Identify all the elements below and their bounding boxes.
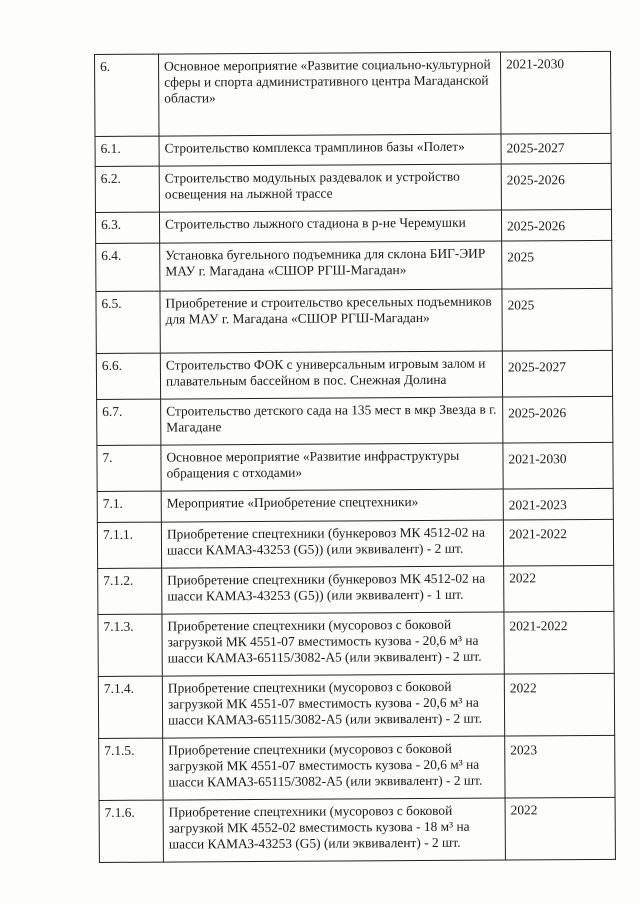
table-row xyxy=(95,51,611,136)
item-number: 6.6. xyxy=(96,353,160,399)
item-number: 6.4. xyxy=(96,243,160,291)
item-period: 2021-2022 xyxy=(503,519,613,566)
item-period: 2022 xyxy=(504,673,614,736)
item-name: Строительство модульных раздевалок и устройство освещения на лыжной трассе xyxy=(159,164,501,212)
item-period: 2025-2027 xyxy=(502,350,612,397)
item-period: 2025-2026 xyxy=(501,163,611,210)
item-period: 2025 xyxy=(502,288,612,351)
item-period: 2021-2022 xyxy=(504,611,614,674)
table-row xyxy=(98,565,614,614)
item-period: 2021-2030 xyxy=(503,442,613,489)
item-name: Строительство лыжного стадиона в р-не Черемушки xyxy=(159,210,501,243)
table-row xyxy=(97,488,613,522)
item-name: Строительство комплекса трамплинов базы «Полет» xyxy=(159,134,501,166)
item-number: 7.1. xyxy=(97,491,161,522)
item-name: Приобретение спецтехники (мусоровоз с боковой загрузкой МК 4551-07 вместимость кузова - 20,6 м³ на шасси КАМАЗ-65115/3082-А5 (или эквивалент) - 2 шт. xyxy=(162,674,504,738)
item-name: Установка бугельного подъемника для склона БИГ-ЭИР МАУ г. Магадана «СШОР РГШ-Магадан» xyxy=(160,241,502,291)
item-name: Приобретение спецтехники (мусоровоз с боковой загрузкой МК 4551-07 вместимость кузова - 20,6 м³ на шасси КАМАЗ-65115/3082-А5 (или эквивалент) - 2 шт. xyxy=(162,612,504,676)
item-number: 7.1.6. xyxy=(99,800,163,862)
item-number: 6.5. xyxy=(96,291,160,353)
item-period: 2025-2026 xyxy=(503,396,613,443)
item-name: Основное мероприятие «Развитие инфраструктуры обращения с отходами» xyxy=(161,443,503,491)
table-row xyxy=(99,735,615,800)
item-number: 6.1. xyxy=(95,136,159,166)
table-row xyxy=(98,673,614,738)
item-name: Строительство ФОК с универсальным игровым залом и плавательным бассейном в пос. Снежная Долина xyxy=(160,351,502,399)
item-name: Строительство детского сада на 135 мест в мкр Звезда в г. Магадане xyxy=(161,397,503,445)
table-row xyxy=(96,350,612,399)
item-number: 6. xyxy=(95,54,159,136)
item-name: Приобретение и строительство кресельных подъемников для МАУ г. Магадана «СШОР РГШ-Магадан» xyxy=(160,289,502,353)
table-row xyxy=(97,519,613,568)
item-number: 7.1.5. xyxy=(99,738,163,800)
activities-table-body xyxy=(95,51,616,862)
table-row xyxy=(96,288,612,353)
item-number: 6.3. xyxy=(95,212,159,243)
item-period: 2023 xyxy=(505,735,615,798)
item-number: 6.7. xyxy=(97,399,161,445)
table-row xyxy=(95,133,611,166)
table-row xyxy=(99,797,615,862)
item-name: Приобретение спецтехники (бункеровоз МК 4512-02 на шасси КАМАЗ-43253 (G5)) (или эквивалент) - 2 шт. xyxy=(161,520,503,568)
item-name: Приобретение спецтехники (мусоровоз с боковой загрузкой МК 4551-07 вместимость кузова - 20,6 м³ на шасси КАМАЗ-65115/3082-А5 (или эквивалент) - 2 шт. xyxy=(163,736,505,800)
item-name: Приобретение спецтехники (мусоровоз с боковой загрузкой МК 4552-02 вместимость кузова - 18 м³ на шасси КАМАЗ-43253 (G5) (или эквивалент) - 2 шт. xyxy=(163,798,505,862)
item-period: 2025 xyxy=(502,240,612,289)
table-row xyxy=(95,163,611,212)
item-number: 7.1.2. xyxy=(98,568,162,614)
item-period: 2025-2027 xyxy=(501,133,611,164)
item-name: Основное мероприятие «Развитие социально-культурной сферы и спорта административного центра Магаданской области» xyxy=(159,52,501,136)
item-name: Приобретение спецтехники (бункеровоз МК 4512-02 на шасси КАМАЗ-43253 (G5)) (или эквивалент) - 1 шт. xyxy=(162,566,504,614)
item-period: 2022 xyxy=(505,797,615,860)
activities-table xyxy=(94,51,616,863)
item-name: Мероприятие «Приобретение спецтехники» xyxy=(161,489,503,522)
table-row xyxy=(95,209,611,243)
item-number: 7. xyxy=(97,445,161,491)
item-period: 2021-2030 xyxy=(500,51,610,134)
table-row xyxy=(96,240,612,291)
item-number: 7.1.3. xyxy=(98,614,162,676)
item-period: 2025-2026 xyxy=(501,209,611,241)
item-number: 6.2. xyxy=(95,166,159,212)
item-number: 7.1.1. xyxy=(97,522,161,568)
item-period: 2022 xyxy=(504,565,614,612)
item-number: 7.1.4. xyxy=(98,676,162,738)
table-row xyxy=(97,442,613,491)
table-row xyxy=(98,611,614,676)
item-period: 2021-2023 xyxy=(503,488,613,520)
table-row xyxy=(97,396,613,445)
